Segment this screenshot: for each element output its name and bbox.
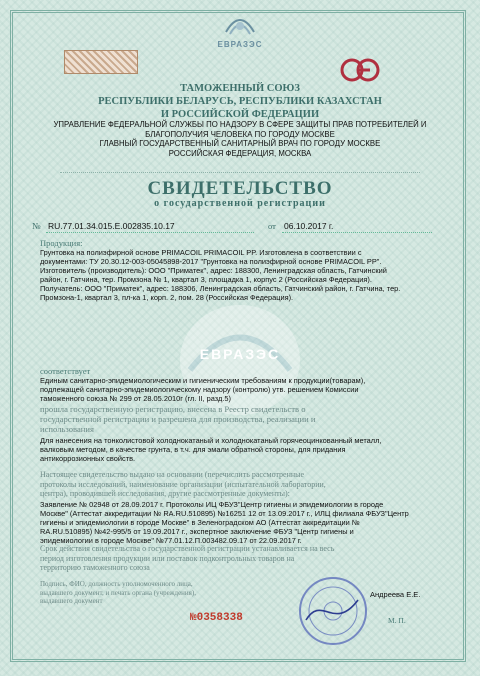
validity-line: период изготовления продукции или поставок подконтрольных товаров на	[40, 553, 295, 563]
usage-line: антикоррозионных свойств.	[40, 454, 136, 463]
watermark-text: ЕВРАЗЭС	[199, 346, 281, 362]
product-description	[40, 248, 440, 302]
product-line: район, г. Гатчина, тер. Промзона № 1, квартал 3, площадка 1, корпус 2 (Российская Федерация).	[40, 275, 372, 284]
compliance-line: подлежащей санитарно-эпидемиологическому надзору (контролю) утв. решением Комиссии	[40, 385, 359, 394]
validity-section	[40, 544, 440, 573]
issuing-authority	[40, 120, 440, 158]
basis-intro-line: Настоящее свидетельство выдано на основании (перечислить рассмотренные	[40, 470, 305, 479]
compliance-text	[40, 376, 440, 403]
number-label: №	[32, 221, 41, 231]
basis-documents	[40, 500, 440, 545]
certificate-title: СВИДЕТЕЛЬСТВО	[147, 178, 333, 199]
certificate-subtitle: о государственной регистрации	[154, 198, 326, 209]
eac-mark-icon	[340, 56, 380, 84]
product-line: документами: ТУ 20.30.12-003-05045898-2017 "Грунтовка на полиэфирной основе PRIMACOIL PP".	[40, 257, 382, 266]
basis-intro-line: протоколы исследований, наименование организации (испытательной лаборатории,	[40, 479, 326, 489]
form-serial-number: №0358338	[190, 612, 243, 624]
authority-line: БЛАГОПОЛУЧИЯ ЧЕЛОВЕКА ПО ГОРОДУ МОСКВЕ	[145, 129, 335, 139]
validity-line: территорию таможенного союза	[40, 563, 150, 573]
registration-statement	[40, 404, 440, 434]
signer-name: Андреева Е.Е.	[370, 590, 421, 599]
validity-line: Срок действия свидетельства о государственной регистрации устанавливается на весь	[40, 544, 335, 553]
divider	[60, 172, 420, 173]
official-seal-icon	[296, 574, 370, 648]
compliance-line: таможенного союза № 299 от 28.05.2010г (гл. II, разд.5)	[40, 394, 231, 403]
issue-date: 06.10.2017 г.	[284, 221, 334, 231]
authority-line: РОССИЙСКАЯ ФЕДЕРАЦИЯ, МОСКВА	[168, 148, 312, 158]
signature-caption-line: выдавшего документ, и печать органа (учреждения),	[40, 588, 196, 597]
basis-line: RA.RU.510895) №42-995/5 от 19.09.2017 г., экспертное заключение ФБУЗ "Центр гигиены и	[40, 527, 354, 536]
signature-caption	[40, 580, 280, 606]
usage-line: Для нанесения на тонколистовой холоднокатаный и холоднокатаный горячеоцинкованный металл,	[40, 436, 382, 445]
product-line: Промзона-1, квартал 3, пл-ка 1, корп. 2, пом. 28 (Российская Федерация).	[40, 293, 294, 302]
product-label: Продукция:	[40, 238, 83, 248]
compliance-section	[40, 366, 440, 403]
eurasec-emblem-icon	[222, 12, 258, 38]
basis-line: гигиены и эпидемиологии в городе Москве" в Зеленоградском АО (Аттестат аккредитации №	[40, 518, 360, 527]
basis-line: Москве" (Аттестат аккредитации № RA.RU.510895) №16251 12 от 13.09.2017 г., ИЛЦ филиала ФБУЗ"Центр	[40, 509, 409, 518]
customs-union-heading	[40, 82, 440, 121]
signature-caption-line: выдавшего документ	[40, 597, 103, 605]
authority-line: ГЛАВНЫЙ ГОСУДАРСТВЕННЫЙ САНИТАРНЫЙ ВРАЧ ПО ГОРОДУ МОСКВЕ	[99, 139, 381, 149]
compliance-line: Единым санитарно-эпидемиологическим и гигиеническим требованиям к продукции(товарам),	[40, 376, 366, 385]
usage-line: валковым методом, в качестве грунта, в т.ч. для эмали обратной стороны, для придания	[40, 445, 346, 454]
compliance-label: соответствует	[40, 366, 91, 376]
product-line: Получатель: ООО "Приматек", адрес: 188306, Ленинградская область, Гатчинский район, г. Гатчина, тер.	[40, 284, 401, 293]
registration-number-row	[32, 221, 452, 233]
date-label: от	[268, 221, 276, 231]
union-line: РЕСПУБЛИКИ БЕЛАРУСЬ, РЕСПУБЛИКИ КАЗАХСТАН	[98, 96, 382, 107]
union-line: И РОССИЙСКОЙ ФЕДЕРАЦИИ	[160, 109, 320, 120]
registration-line: прошла государственную регистрацию, внесена в Реестр свидетельств о	[40, 404, 306, 414]
basis-intro	[40, 470, 440, 499]
basis-line: эпидемиологии в городе Москве" №77.01.12.П.003482.09.17 от 22.09.2017 г.	[40, 536, 302, 545]
registration-line: использования	[40, 424, 94, 434]
registration-number: RU.77.01.34.015.Е.002835.10.17	[48, 221, 175, 231]
basis-intro-line: центра), проводившей исследования, другие рассмотренные документы):	[40, 489, 290, 499]
seal-placeholder: М. П.	[388, 616, 406, 625]
product-line: Грунтовка на полиэфирной основе PRIMACOIL PRIMACOIL PP. Изготовлена в соответствии с	[40, 248, 362, 257]
registration-line: государственной регистрации и разрешена для производства, реализации и	[40, 414, 316, 424]
authority-line: УПРАВЛЕНИЕ ФЕДЕРАЛЬНОЙ СЛУЖБЫ ПО НАДЗОРУ В СФЕРЕ ЗАЩИТЫ ПРАВ ПОТРЕБИТЕЛЕЙ И	[53, 120, 427, 129]
emblem-label: ЕВРАЗЭС	[217, 40, 263, 49]
basis-line: Заявление № 02948 от 28.09.2017 г. Протоколы ИЦ ФБУЗ"Центр гигиены и эпидемиологии в городе	[40, 500, 384, 509]
signature-caption-line: Подпись, ФИО, должность уполномоченного лица,	[40, 580, 193, 588]
security-hologram	[64, 50, 138, 74]
product-section	[40, 238, 440, 302]
product-line: Изготовитель (производитель): ООО "Приматек", адрес: 188300, Ленинградская область, Гатчинский	[40, 266, 387, 275]
union-line: ТАМОЖЕННЫЙ СОЮЗ	[180, 83, 300, 94]
usage-section	[40, 436, 440, 463]
